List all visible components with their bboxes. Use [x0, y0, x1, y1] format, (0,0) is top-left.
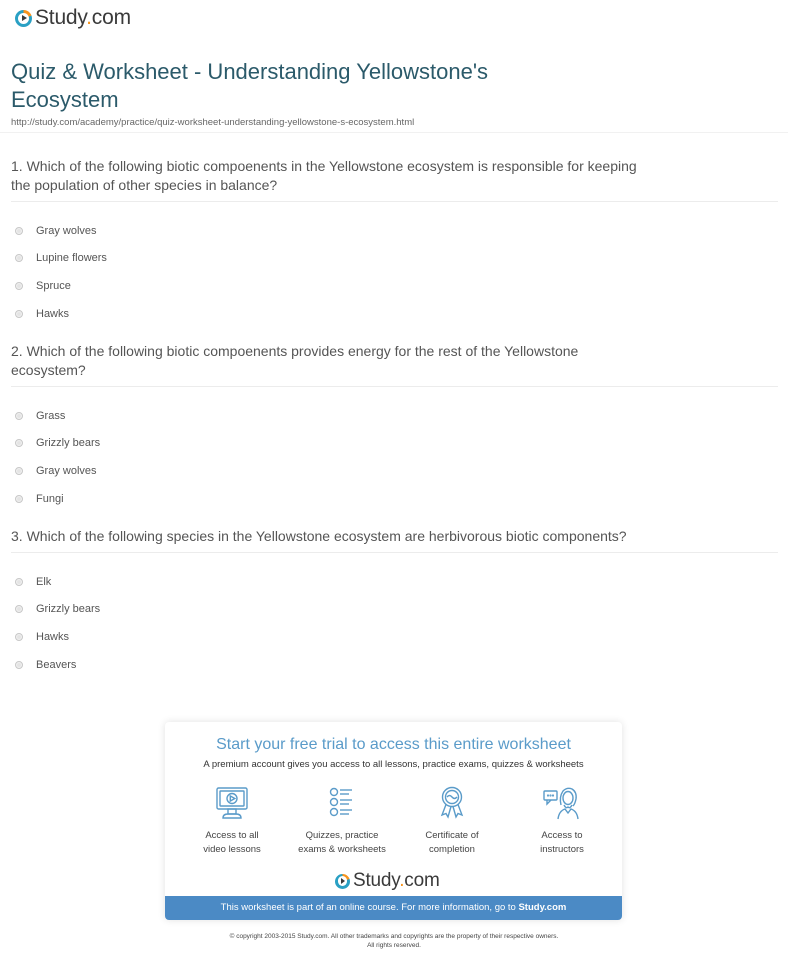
question-text: 2. Which of the following biotic compoenents provides energy for the rest of the Yellowstone ecosystem? — [11, 343, 579, 378]
answer-options — [11, 568, 778, 678]
answer-option[interactable]: Lupine flowers — [11, 245, 778, 273]
play-circle-logo-icon — [15, 10, 32, 27]
answer-option[interactable]: Gray wolves — [11, 217, 778, 245]
answer-option[interactable]: Hawks — [11, 623, 778, 651]
answer-option[interactable]: Elk — [11, 568, 778, 596]
answer-option[interactable]: Gray wolves — [11, 457, 778, 485]
feature-list — [177, 785, 610, 857]
radio-button[interactable] — [15, 412, 23, 420]
feature-certificate — [397, 785, 507, 857]
question-1 — [11, 157, 778, 327]
answer-option[interactable]: Beavers — [11, 651, 778, 679]
radio-button[interactable] — [15, 633, 23, 641]
cta-title[interactable]: Start your free trial to access this entire worksheet — [216, 736, 571, 753]
feature-label: Access to instructors — [540, 830, 584, 855]
radio-button[interactable] — [15, 254, 23, 262]
quiz-list-icon — [322, 785, 362, 821]
radio-button[interactable] — [15, 467, 23, 475]
page-url: http://study.com/academy/practice/quiz-worksheet-understanding-yellowstone-s-ecosystem.html — [11, 117, 415, 128]
answer-option[interactable]: Hawks — [11, 300, 778, 328]
copyright-footer: © copyright 2003-2015 Study.com. All other trademarks and copyrights are the property of their respective owners. All rights reserved. — [229, 933, 559, 949]
divider — [11, 552, 778, 553]
feature-label: Certificate of completion — [425, 830, 479, 855]
study-com-logo[interactable] — [15, 6, 131, 30]
logo-wordmark: Study.com — [35, 6, 131, 29]
logo-wordmark: Study.com — [353, 870, 440, 891]
radio-button[interactable] — [15, 439, 23, 447]
course-info-bar: This worksheet is part of an online course. For more information, go to Study.com — [165, 896, 622, 920]
divider — [0, 132, 788, 133]
feature-label: Access to all video lessons — [203, 830, 261, 855]
study-com-logo[interactable] — [335, 870, 440, 892]
free-trial-card — [165, 722, 622, 920]
cta-subtitle: A premium account gives you access to all lessons, practice exams, quizzes & worksheets — [203, 759, 584, 770]
play-circle-logo-icon — [335, 874, 350, 889]
radio-button[interactable] — [15, 578, 23, 586]
certificate-ribbon-icon — [432, 785, 472, 821]
radio-button[interactable] — [15, 310, 23, 318]
radio-button[interactable] — [15, 605, 23, 613]
feature-video-lessons — [177, 785, 287, 857]
divider — [11, 201, 778, 202]
answer-option[interactable]: Grizzly bears — [11, 430, 778, 458]
question-3 — [11, 527, 778, 678]
study-com-link[interactable]: Study.com — [518, 902, 567, 913]
answer-options — [11, 217, 778, 327]
answer-options — [11, 402, 778, 512]
radio-button[interactable] — [15, 495, 23, 503]
answer-option[interactable]: Fungi — [11, 485, 778, 513]
radio-button[interactable] — [15, 661, 23, 669]
radio-button[interactable] — [15, 282, 23, 290]
video-monitor-icon — [212, 785, 252, 821]
feature-quizzes — [287, 785, 397, 857]
answer-option[interactable]: Grass — [11, 402, 778, 430]
instructor-chat-icon — [542, 785, 582, 821]
page-title: Quiz & Worksheet - Understanding Yellowstone's Ecosystem — [11, 59, 489, 112]
feature-label: Quizzes, practice exams & worksheets — [298, 830, 386, 855]
answer-option[interactable]: Grizzly bears — [11, 596, 778, 624]
feature-instructors — [507, 785, 617, 857]
radio-button[interactable] — [15, 227, 23, 235]
question-text: 3. Which of the following species in the Yellowstone ecosystem are herbivorous biotic components? — [11, 528, 627, 544]
question-text: 1. Which of the following biotic compoenents in the Yellowstone ecosystem is responsible for keeping the population of other species in balance? — [11, 158, 637, 193]
answer-option[interactable]: Spruce — [11, 272, 778, 300]
divider — [11, 386, 778, 387]
question-2 — [11, 342, 778, 512]
